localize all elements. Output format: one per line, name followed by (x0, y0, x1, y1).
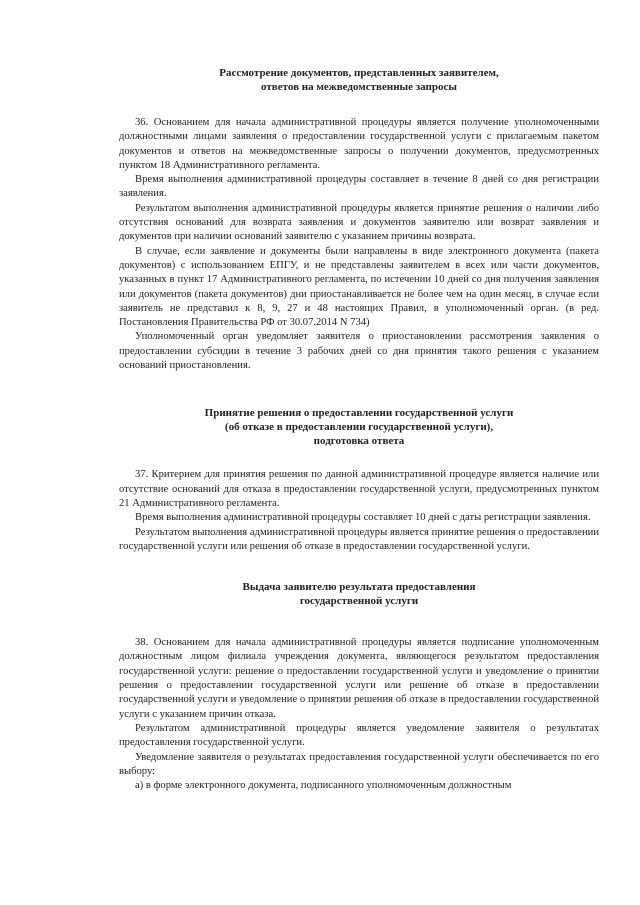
paragraph: Время выполнения административной процедуры составляет 10 дней с даты регистрации заявления. (135, 512, 591, 524)
section-body-review (119, 116, 599, 373)
heading-line: подготовка ответа (313, 435, 405, 448)
heading-line: Рассмотрение документов, представленных заявителем, (219, 67, 499, 79)
heading-line: государственной услуги (299, 595, 419, 608)
paragraph-36: 36. Основанием для начала административной процедуры является получение уполномоченными должностными лицами заявления о предоставлении государственной услуги с прилагаемым пакетом документов и ответов на межведомственные запросы о получении документов, предусмотренных пунктом 18 Административного регламента. (119, 117, 599, 171)
document-body (119, 66, 599, 793)
section-heading-review (119, 66, 599, 94)
paragraph: Уведомление заявителя о результатах предоставления государственной услуги обеспечивается по его выбору: (119, 751, 599, 777)
paragraph: Время выполнения административной процедуры составляет в течение 8 дней со дня регистрации заявления. (119, 174, 599, 200)
heading-line: (об отказе в предоставлении государственной услуги), (224, 421, 494, 434)
section-heading-issuance (119, 580, 599, 608)
paragraph-38: 38. Основанием для начала административной процедуры является подписание уполномоченным должностным лицом филиала учреждения документа, являющегося результатом предоставления государственной услуги: решение о предоставлении государственной услуги и уведомление о принятии решения о предоставлении государственной услуги или решение об отказе в предоставлении государственной услуги и уведомление о принятии решения об отказе в предоставлении государственной услуги с указанием причин отказа. (119, 637, 599, 720)
heading-line: Выдача заявителю результата предоставления (242, 581, 476, 594)
paragraph: Уполномоченный орган уведомляет заявителя о приостановлении рассмотрения заявления о предоставлении субсидии в течение 3 рабочих дней со дня принятия такого решения с указанием оснований приостановления. (119, 331, 599, 372)
heading-line: ответов на межведомственные запросы (261, 81, 457, 93)
paragraph-37: 37. Критерием для принятия решения по данной административной процедуре является наличие или отсутствие оснований для отказа в предоставлении государственной услуги, предусмотренных пунктом 21 Административного регламента. (119, 469, 599, 509)
heading-line: Принятие решения о предоставлении государственной услуги (204, 407, 514, 420)
paragraph: Результатом выполнения административной процедуры является принятие решения о наличии либо отсутствия оснований для возврата заявления и документов заявителю или возврат заявления и документов при наличии оснований заявителю с указанием причины возврата. (119, 202, 599, 243)
section-body-decision (119, 468, 599, 554)
paragraph: В случае, если заявление и документы были направлены в виде электронного документа (пакета документов) с использованием ЕПГУ, и не представлены заявителем в всех или части документов, указанных в пункт 17 Административного регламента, по истечении 10 дней со дня получения заявления или документов (пакета документов) дни приостанавливается не более чем на один месяц, в случае если заявитель не представил к 8, 9, 27 и 48 настоящих Правил, в уполномоченный орган. (в ред. Постановления Правительства РФ от 30.07.2014 N 734) (119, 245, 599, 329)
paragraph: Результатом выполнения административной процедуры является принятие решения о предоставлении государственной услуги или решения об отказе в предоставлении государственной услуги. (119, 526, 599, 552)
section-body-issuance (119, 636, 599, 793)
paragraph-truncated: а) в форме электронного документа, подписанного уполномоченным должностным (135, 780, 512, 792)
section-heading-decision (119, 406, 599, 448)
paragraph: Результатом административной процедуры является уведомление заявителя о результатах предоставления государственной услуги. (119, 722, 599, 749)
